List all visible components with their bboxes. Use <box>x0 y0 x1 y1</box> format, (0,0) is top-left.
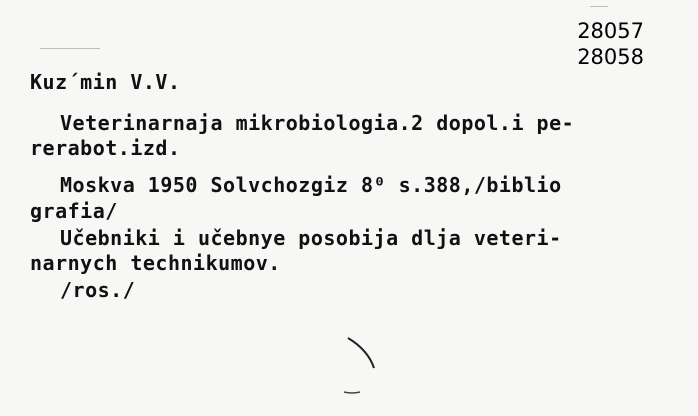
imprint-line: Moskva 1950 Solvchozgiz 8⁰ s.388,/biblio <box>60 173 562 197</box>
series-note-line: Učebniki i učebnye posobija dlja veteri- <box>60 226 562 250</box>
imprint-line: grafia/ <box>30 199 118 223</box>
title-line: Veterinarnaja mikrobiologia.2 dopol.i pe- <box>60 111 575 135</box>
faint-rule <box>590 6 608 7</box>
title-line: rerabot.izd. <box>30 136 181 160</box>
accession-numbers <box>577 18 644 70</box>
author-heading: Kuz´min V.V. <box>30 70 181 94</box>
series-note-line: narnych technikumov. <box>30 251 281 275</box>
accession-number: 28057 <box>577 19 644 43</box>
accession-number: 28058 <box>577 45 644 69</box>
hole-punch-mark <box>330 330 390 400</box>
language-note: /ros./ <box>60 278 136 302</box>
faint-rule <box>40 48 100 49</box>
